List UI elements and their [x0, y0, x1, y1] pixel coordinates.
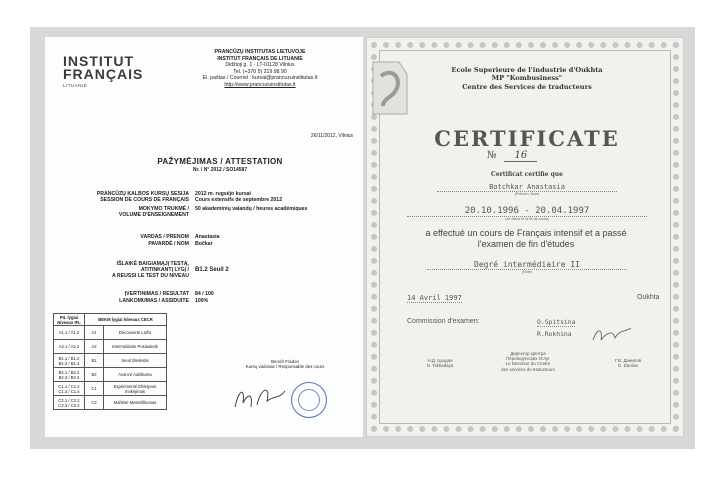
student-name-field: Botchkar Anastasia (Prénom, Nom): [437, 183, 617, 196]
level-field: Degré intermédiaire II (Note): [427, 260, 627, 274]
level-value: Degré intermédiaire II: [427, 260, 627, 270]
info-row: ATITINKANTĮ LYGĮ / B1.2 Seuil 2: [140, 267, 229, 273]
commission-label: Commission d'examen:: [407, 318, 480, 325]
certificate-issue-date: 14 Avril 1997: [407, 294, 462, 302]
institute-stamp: [291, 382, 327, 418]
info-row: VARDAS / PRENOM Anastasia: [140, 234, 220, 240]
signer-caption: [215, 359, 355, 370]
header-email: El. paštas / Courriel : kursai@prancuzuinstitutas.lt: [202, 75, 318, 82]
issue-city: Oukhta: [637, 294, 660, 301]
certificate-page: [366, 37, 684, 437]
signature-right: Г.В. Данилов G. Danilov: [614, 358, 642, 369]
info-row: PRANCŪZŲ KALBOS KURSŲ SESIJA 2012 m. rugsėjo kursai: [96, 191, 251, 197]
table-row: B1.1 / B1.2 B1.3 / B1.4 B1 Seuil Slenkstis: [54, 354, 167, 368]
info-row: IŠLAIKĖ BAIGIAMĄJĮ TESTĄ,: [116, 261, 189, 267]
school-header: Ecole Superieure de l'industrie d'Oukhta MP "Kombusiness" Centre des Services de traducteurs: [451, 66, 603, 91]
info-row: ĮVERTINIMAS / RESULTAT 84 / 100: [124, 291, 214, 297]
attestation-title: PAŽYMĖJIMAS / ATTESTATION: [157, 157, 283, 166]
info-row: SESSION DE COURS DE FRANÇAIS Cours extensifs de septembre 2012: [100, 197, 283, 203]
issue-date: 26/11/2012, Vilnius: [310, 133, 353, 139]
institut-francais-logo: INSTITUT FRANÇAIS LITUANIE: [63, 53, 144, 88]
info-row: VOLUME D'ENSEIGNEMENT: [118, 212, 189, 218]
commission-member: R.Rokhina: [537, 330, 572, 338]
levels-table: [53, 313, 167, 410]
header-line: PRANCŪZŲ INSTITUTAS LIETUVOJE: [214, 49, 306, 55]
course-dates-field: 20.10.1996 - 20.04.1997 (de début et la fin de cours): [407, 206, 647, 221]
header-line: INSTITUT FRANÇAIS DE LITUANIE: [217, 55, 303, 62]
info-row: PAVARDĖ / NOM Bočkar: [148, 241, 213, 247]
signer-name: Benoît Fradon: [271, 359, 299, 364]
institute-header: [165, 49, 355, 89]
certified-line: Certificat certifie que: [491, 171, 563, 178]
commission-member: O.Spitsina: [537, 318, 576, 326]
header-website: http://www.prancuzuinstitutas.lt: [224, 81, 296, 88]
emblem-icon: [369, 54, 409, 124]
certificate-number: № 16: [487, 150, 587, 161]
levels-header-ifl: PIL lygiai Niveaux IFL: [54, 314, 85, 326]
header-line: Didžioji g. 1 - LT-01128 Vilnius: [225, 62, 295, 69]
attestation-page: [45, 37, 363, 437]
document-frame: [30, 27, 695, 449]
table-row: A1.1 / A1.2 A1 Découverte Lūžis: [54, 326, 167, 340]
header-line: Tel. (+370 5) 219 98 90: [233, 68, 287, 75]
table-row: B2.1 / B2.2 B2.3 / B2.4 B2 Avancé Aukštuma: [54, 368, 167, 382]
info-row: LANKOMUMAS / ASSIDUITE 100%: [119, 298, 209, 304]
info-row: MOKYMO TRUKMĖ / 50 akademinių valandų / heures académiques: [138, 206, 308, 212]
info-row: A REUSSI LE TEST DU NIVEAU: [111, 273, 189, 279]
signature-center: Директор Центра Переводческих Услуг Le Directeur du Centre des services de traducteurs: [501, 351, 555, 372]
signature-left: Н.Д. Цхадая N. Tskhadaya: [426, 358, 454, 369]
handwritten-signature: [231, 381, 291, 415]
levels-header-cecr: BEKM lygiai Niveaux CECR: [85, 314, 167, 326]
issue-place-date: [407, 294, 677, 302]
course-dates: 20.10.1996 - 20.04.1997: [407, 206, 647, 217]
table-row: C2.1 / C2.2 C2.3 / C2.4 C2 Maîtrise Meistriškumas: [54, 396, 167, 410]
student-name: Botchkar Anastasia: [437, 183, 617, 192]
certificate-title: CERTIFICATE: [434, 126, 620, 151]
certificate-body-text: a effectué un cours de Français intensif et a passé l'examen de fin d'études: [425, 228, 627, 249]
attestation-number: Nr. / N° 2012 / SO14587: [192, 167, 248, 173]
handwritten-signature: [591, 324, 633, 346]
signer-role: Kursų vadovas / Responsable des cours: [245, 364, 325, 370]
table-row: C1.1 / C1.2 C1.3 / C1.4 C1 Expérimenté Efektyvus mokėjimas: [54, 382, 167, 396]
table-row: A2.1 / A2.2 A2 Intermédiaire Pusiaukelė: [54, 340, 167, 354]
